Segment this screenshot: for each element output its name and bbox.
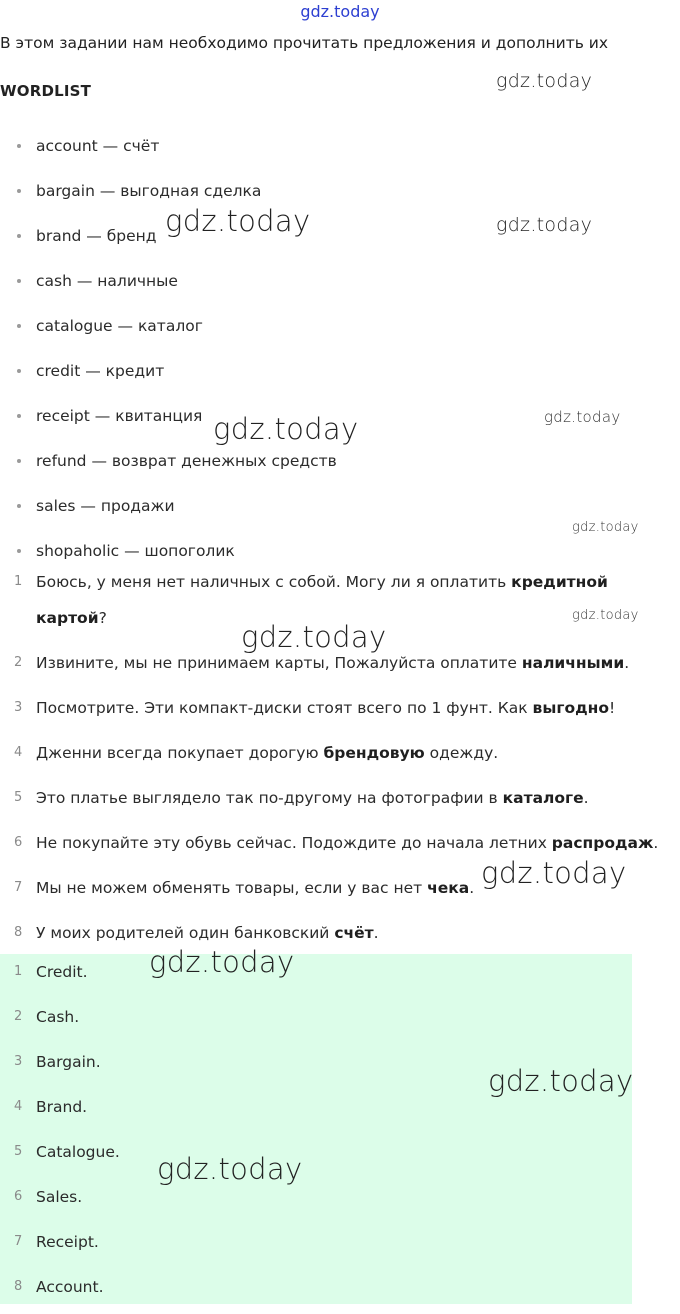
sentence-text: Боюсь, у меня нет наличных с собой. Могу ли я оплатить: [36, 573, 512, 591]
answer-text: Brand.: [36, 1098, 88, 1116]
watermark: gdz.today: [149, 945, 295, 979]
answer-number: 6: [14, 1189, 23, 1204]
item-number: 6: [14, 835, 23, 850]
sentence-end: одежду.: [424, 744, 499, 762]
answer-word: чека: [427, 879, 470, 897]
answer-number: 8: [14, 1279, 23, 1294]
watermark: gdz.today: [496, 70, 593, 92]
answer-number: 4: [14, 1099, 23, 1114]
word-entry: account — счёт: [36, 137, 160, 155]
answer-text: Catalogue.: [36, 1143, 120, 1161]
item-number: 7: [14, 880, 23, 895]
word-entry: refund — возврат денежных средств: [36, 452, 337, 470]
item-number: 5: [14, 790, 23, 805]
bullet-icon: [17, 414, 21, 418]
sentence-text: Извините, мы не принимаем карты, Пожалуйста оплатите: [36, 654, 522, 672]
answer-word: брендовую: [323, 744, 425, 762]
sentence-text: Мы не можем обменять товары, если у вас нет: [36, 879, 428, 897]
answer-text: Bargain.: [36, 1053, 101, 1071]
answer-number: 7: [14, 1234, 23, 1249]
word-entry: brand — бренд: [36, 227, 157, 245]
bullet-icon: [17, 189, 21, 193]
answer-number: 2: [14, 1009, 23, 1024]
sentence-end: .: [469, 879, 475, 897]
sentence-text: У моих родителей один банковский: [36, 924, 335, 942]
watermark: gdz.today: [157, 1152, 303, 1186]
sentence-end: ?: [98, 609, 107, 627]
bullet-icon: [17, 504, 21, 508]
bullet-icon: [17, 549, 21, 553]
bullet-icon: [17, 324, 21, 328]
sentence-text: Это платье выглядело так по-другому на фотографии в: [36, 789, 503, 807]
translation-item: [0, 735, 680, 771]
answer-text: Cash.: [36, 1008, 80, 1026]
word-entry: credit — кредит: [36, 362, 165, 380]
watermark: gdz.today: [572, 608, 639, 623]
sentence-end: .: [653, 834, 659, 852]
bullet-icon: [17, 234, 21, 238]
answer-word: выгодно: [532, 699, 609, 717]
watermark: gdz.today: [488, 1064, 634, 1098]
wordlist-heading: WORDLIST: [0, 82, 92, 100]
intro-text: В этом задании нам необходимо прочитать предложения и дополнить их: [0, 34, 609, 52]
answer-word: кредитной картой: [36, 573, 608, 627]
watermark: gdz.today: [544, 408, 621, 426]
sentence-end: .: [373, 924, 379, 942]
sentence-end: .: [624, 654, 630, 672]
answer-number: 1: [14, 964, 23, 979]
translation-item: [0, 780, 680, 816]
word-entry: catalogue — каталог: [36, 317, 203, 335]
sentence-end: .: [583, 789, 589, 807]
item-number: 2: [14, 655, 23, 670]
answer-number: 5: [14, 1144, 23, 1159]
sentence-text: Посмотрите. Эти компакт-диски стоят всего по 1 фунт. Как: [36, 699, 533, 717]
bullet-icon: [17, 279, 21, 283]
item-number: 4: [14, 745, 23, 760]
answer-word: распродаж: [551, 834, 654, 852]
sentence-text: Не покупайте эту обувь сейчас. Подождите до начала летних: [36, 834, 552, 852]
translation-item: [0, 915, 680, 951]
word-entry: receipt — квитанция: [36, 407, 203, 425]
bullet-icon: [17, 144, 21, 148]
watermark: gdz.today: [241, 620, 387, 654]
answer-text: Sales.: [36, 1188, 83, 1206]
watermark: gdz.today: [213, 412, 359, 446]
answer-word: счёт: [334, 924, 374, 942]
watermark: gdz.today: [165, 204, 311, 238]
answer-text: Account.: [36, 1278, 104, 1296]
answer-word: каталоге: [502, 789, 584, 807]
answer-text: Receipt.: [36, 1233, 99, 1251]
item-number: 3: [14, 700, 23, 715]
item-number: 1: [14, 574, 23, 589]
word-entry: sales — продажи: [36, 497, 175, 515]
site-link[interactable]: gdz.today: [300, 2, 380, 21]
bullet-icon: [17, 369, 21, 373]
word-entry: bargain — выгодная сделка: [36, 182, 262, 200]
answer-number: 3: [14, 1054, 23, 1069]
answer-word: наличными: [521, 654, 625, 672]
watermark: gdz.today: [496, 214, 593, 236]
bullet-icon: [17, 459, 21, 463]
sentence-text: Дженни всегда покупает дорогую: [36, 744, 324, 762]
answer-text: Credit.: [36, 963, 88, 981]
answers-panel: [0, 954, 632, 1304]
word-entry: shopaholic — шопоголик: [36, 542, 235, 560]
item-number: 8: [14, 925, 23, 940]
word-entry: cash — наличные: [36, 272, 178, 290]
watermark: gdz.today: [572, 520, 639, 535]
watermark: gdz.today: [481, 856, 627, 890]
translation-item: [0, 690, 680, 726]
sentence-end: !: [608, 699, 616, 717]
